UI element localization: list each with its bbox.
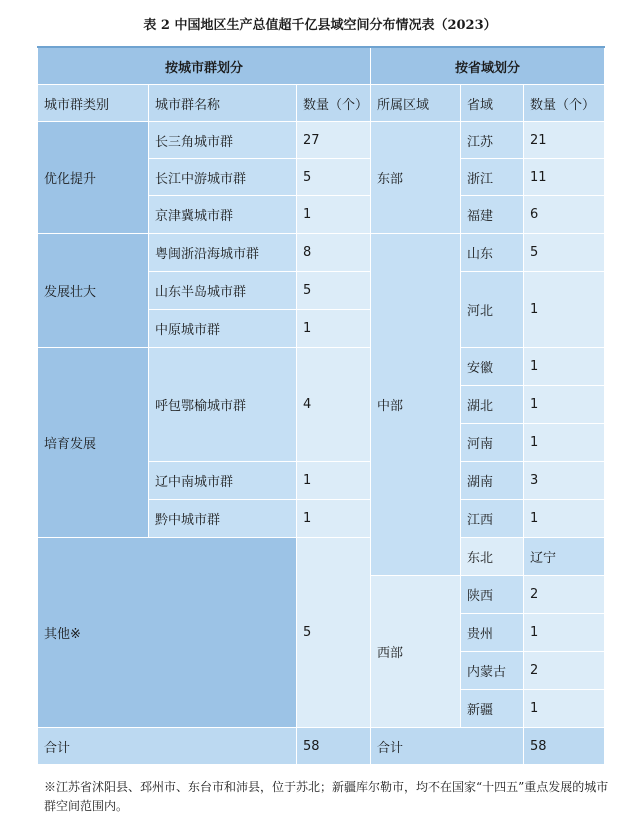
province-count: 1 — [524, 614, 605, 652]
cluster-name: 呼包鄂榆城市群 — [149, 348, 297, 462]
province-name: 贵州 — [461, 614, 524, 652]
cluster-name: 长江中游城市群 — [149, 159, 297, 196]
province-name: 辽宁 — [524, 538, 605, 576]
header-by-province: 按省域划分 — [371, 47, 605, 85]
cluster-name: 黔中城市群 — [149, 500, 297, 538]
region-cell: 东部 — [371, 122, 461, 234]
region-cell: 东北 — [461, 538, 524, 576]
cluster-name: 山东半岛城市群 — [149, 272, 297, 310]
province-count: 2 — [524, 652, 605, 690]
province-name: 湖南 — [461, 462, 524, 500]
province-count: 1 — [524, 386, 605, 424]
province-count: 1 — [524, 272, 605, 348]
region-cell: 西部 — [371, 576, 461, 728]
cluster-count: 1 — [297, 462, 371, 500]
total-label: 合计 — [371, 728, 524, 765]
cluster-name: 京津冀城市群 — [149, 196, 297, 234]
county-distribution-table — [37, 46, 605, 765]
column-header: 所属区域 — [371, 85, 461, 122]
province-name: 江西 — [461, 500, 524, 538]
total-value: 58 — [297, 728, 371, 765]
province-count: 6 — [524, 196, 605, 234]
footnote: ※江苏省沭阳县、邳州市、东台市和沛县，位于苏北；新疆库尔勒市，均不在国家“十四五”重点发展的城市群空间范围内。 — [44, 780, 609, 813]
table-title: 表 2 中国地区生产总值超千亿县域空间分布情况表（2023） — [143, 18, 497, 33]
province-name: 湖北 — [461, 386, 524, 424]
cluster-name: 辽中南城市群 — [149, 462, 297, 500]
column-header: 城市群类别 — [38, 85, 149, 122]
province-name: 浙江 — [461, 159, 524, 196]
cluster-name: 长三角城市群 — [149, 122, 297, 159]
cluster-count: 5 — [297, 538, 371, 728]
category-cell: 发展壮大 — [38, 234, 149, 348]
province-count: 11 — [524, 159, 605, 196]
province-count: 3 — [524, 462, 605, 500]
province-count: 21 — [524, 122, 605, 159]
province-name: 河北 — [461, 272, 524, 348]
cluster-count: 1 — [297, 500, 371, 538]
column-header: 数量（个） — [297, 85, 371, 122]
province-name: 河南 — [461, 424, 524, 462]
province-name: 福建 — [461, 196, 524, 234]
province-name: 安徽 — [461, 348, 524, 386]
province-name: 新疆 — [461, 690, 524, 728]
province-name: 江苏 — [461, 122, 524, 159]
cluster-count: 1 — [297, 196, 371, 234]
column-header: 城市群名称 — [149, 85, 297, 122]
province-name: 山东 — [461, 234, 524, 272]
cluster-count: 27 — [297, 122, 371, 159]
province-count: 1 — [524, 500, 605, 538]
cluster-count: 4 — [297, 348, 371, 462]
province-count: 5 — [524, 234, 605, 272]
province-count: 1 — [524, 348, 605, 386]
cluster-count: 5 — [297, 272, 371, 310]
column-header: 数量（个） — [524, 85, 605, 122]
total-label: 合计 — [38, 728, 297, 765]
province-name: 内蒙古 — [461, 652, 524, 690]
province-count: 2 — [524, 576, 605, 614]
province-count: 1 — [524, 424, 605, 462]
category-cell: 其他※ — [38, 538, 297, 728]
category-cell: 优化提升 — [38, 122, 149, 234]
header-by-city-cluster: 按城市群划分 — [38, 47, 371, 85]
cluster-name: 粤闽浙沿海城市群 — [149, 234, 297, 272]
cluster-count: 1 — [297, 310, 371, 348]
total-value: 58 — [524, 728, 605, 765]
cluster-name: 中原城市群 — [149, 310, 297, 348]
cluster-count: 5 — [297, 159, 371, 196]
province-name: 陕西 — [461, 576, 524, 614]
category-cell: 培育发展 — [38, 348, 149, 538]
column-header: 省域 — [461, 85, 524, 122]
region-cell: 中部 — [371, 234, 461, 576]
province-count: 1 — [524, 690, 605, 728]
cluster-count: 8 — [297, 234, 371, 272]
